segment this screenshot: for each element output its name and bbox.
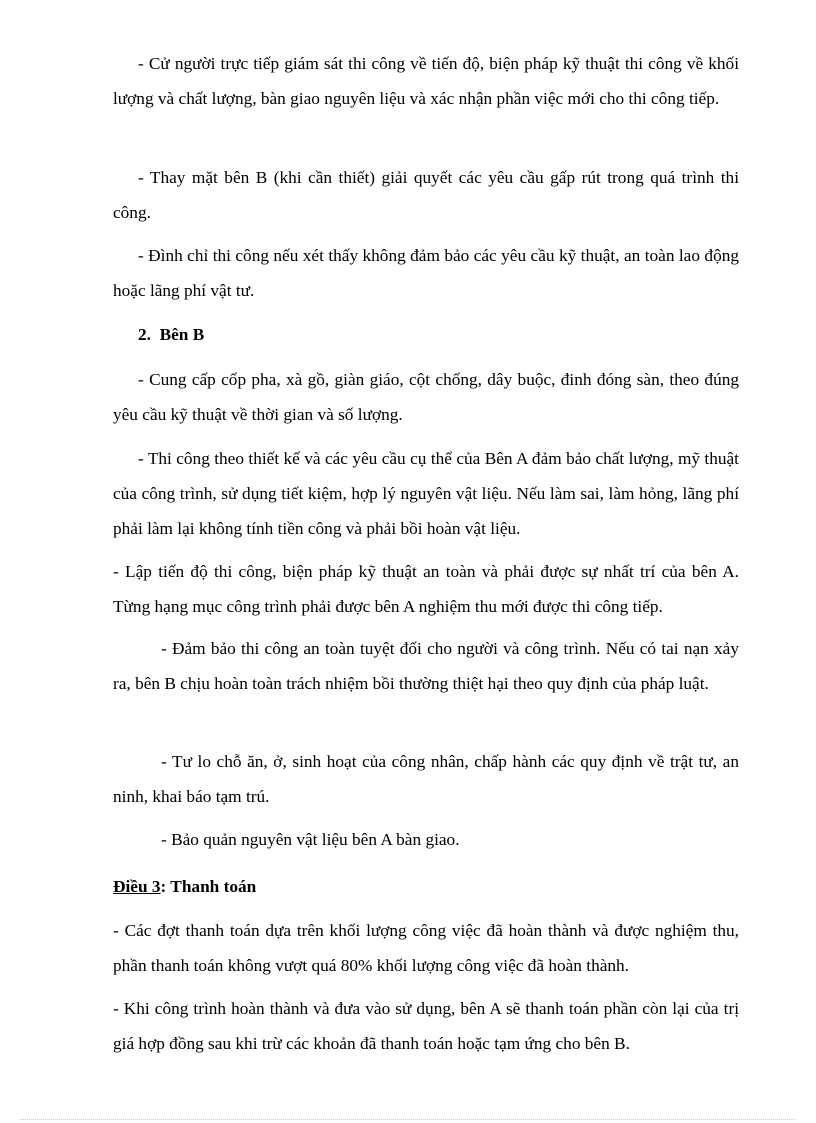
- paragraph-construct: - Thi công theo thiết kế và các yêu cầu cụ thể của Bên A đảm bảo chất lượng, mỹ thuật của công trình, sử dụng tiết kiệm, hợp lý nguyên vật liệu. Nếu làm sai, làm hỏng, lãng phí phải làm lại không tính tiền công và phải bồi hoàn vật liệu.: [113, 449, 739, 538]
- paragraph-preserve: - Bảo quản nguyên vật liệu bên A bàn giao.: [161, 830, 460, 849]
- section-b-number: 2.: [138, 325, 151, 344]
- paragraph-safety: - Đảm bảo thi công an toàn tuyệt đối cho người và công trình. Nếu có tai nạn xảy ra, bên B chịu hoàn toàn trách nhiệm bồi thường thiệt hại theo quy định của pháp luật.: [113, 639, 739, 693]
- paragraph-represent: - Thay mặt bên B (khi cần thiết) giải quyết các yêu cầu gấp rút trong quá trình thi công.: [113, 168, 739, 222]
- paragraph-suspend: - Đình chỉ thi công nếu xét thấy không đảm bảo các yêu cầu kỹ thuật, an toàn lao động hoặc lãng phí vật tư.: [113, 246, 739, 300]
- paragraph-payment-installments: - Các đợt thanh toán dựa trên khối lượng công việc đã hoàn thành và được nghiệm thu, phần thanh toán không vượt quá 80% khối lượng công việc đã hoàn thành.: [113, 921, 739, 975]
- paragraph-schedule: - Lập tiến độ thi công, biện pháp kỹ thuật an toàn và phải được sự nhất trí của bên A. Từng hạng mục công trình phải được bên A nghiệm thu mới được thi công tiếp.: [113, 562, 739, 616]
- section-b-title: Bên B: [159, 325, 205, 344]
- article-3-label: Điều 3: [113, 877, 161, 896]
- paragraph-supply: - Cung cấp cốp pha, xà gồ, giàn giáo, cột chống, dây buộc, đinh đóng sàn, theo đúng yêu cầu kỹ thuật về thời gian và số lượng.: [113, 370, 739, 424]
- paragraph-payment-final: - Khi công trình hoàn thành và đưa vào sử dụng, bên A sẽ thanh toán phần còn lại của trị giá hợp đồng sau khi trừ các khoản đã thanh toán hoặc tạm ứng cho bên B.: [113, 999, 739, 1053]
- article-3-title: : Thanh toán: [160, 877, 257, 896]
- paragraph-supervise: - Cử người trực tiếp giám sát thi công về tiến độ, biện pháp kỹ thuật thi công về khối lượng và chất lượng, bàn giao nguyên liệu và xác nhận phần việc mới cho thi công tiếp.: [113, 54, 739, 108]
- page-bottom-rule: [20, 1119, 796, 1120]
- paragraph-accommodation: - Tư lo chỗ ăn, ở, sinh hoạt của công nhân, chấp hành các quy định về trật tư, an ninh, khai báo tạm trú.: [113, 752, 739, 806]
- article-3-heading: [113, 869, 256, 904]
- section-b-heading: [138, 317, 204, 352]
